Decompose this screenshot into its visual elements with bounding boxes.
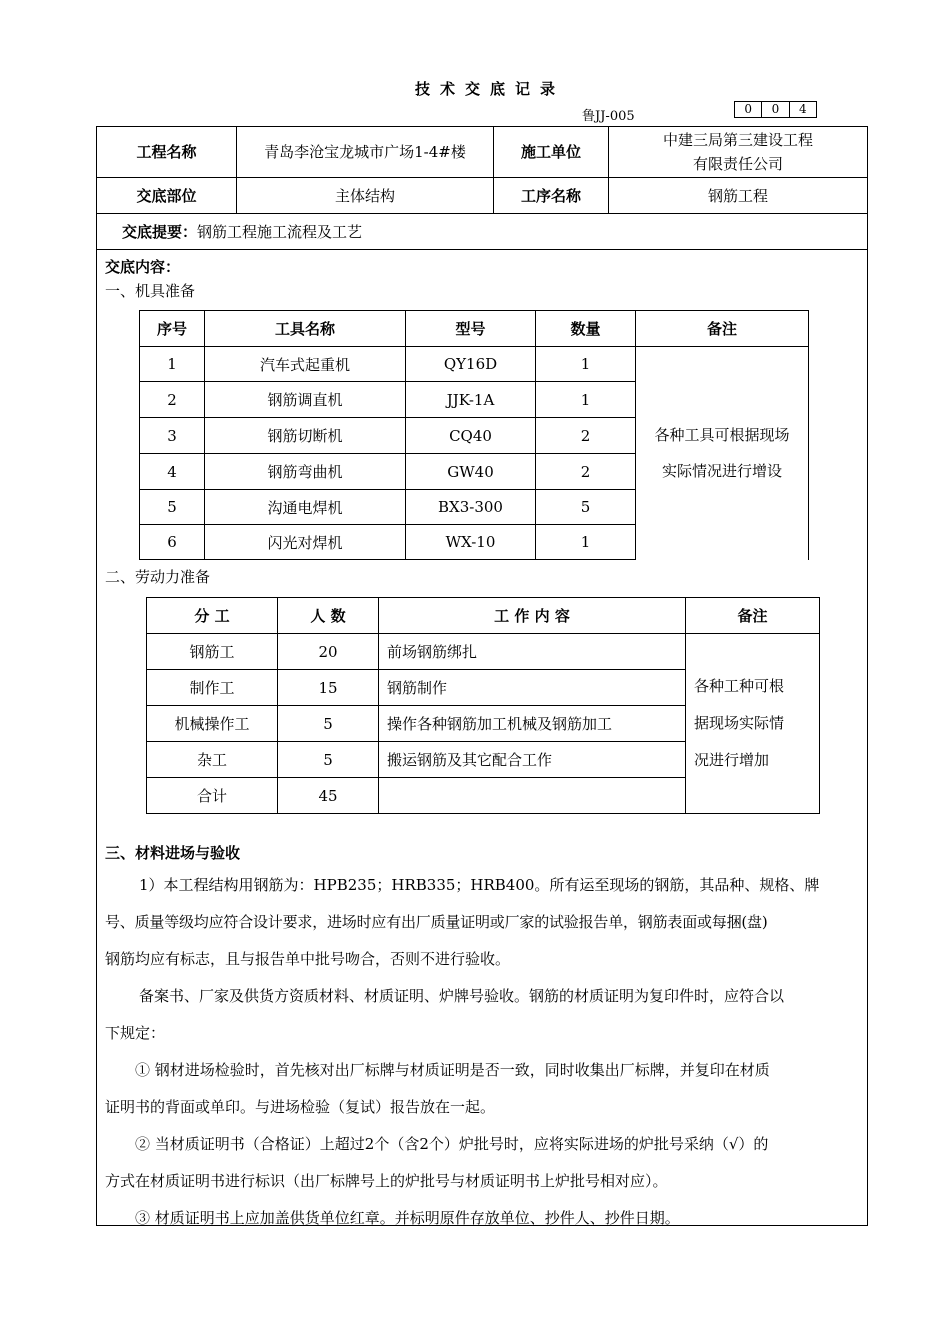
col-no: 序号	[140, 311, 205, 347]
content-label: 交底内容：	[105, 258, 181, 276]
cell-tool-name: 闪光对焊机	[205, 525, 406, 560]
contractor-line-1: 中建三局第三建设工程	[662, 131, 813, 149]
cell-no: 6	[140, 525, 205, 560]
document-number-box	[734, 101, 817, 118]
tools-remark-line-1: 各种工具可根据现场	[654, 426, 790, 445]
cell-model: CQ40	[406, 418, 536, 454]
col-model: 型号	[406, 311, 536, 347]
cell-count: 5	[278, 706, 379, 742]
cell-role: 钢筋工	[147, 634, 278, 670]
section1-heading: 一、机具准备	[105, 282, 196, 300]
tools-remark	[636, 347, 809, 560]
paragraph-line: ① 钢材进场检验时，首先核对出厂标牌与材质证明是否一致，同时收集出厂标牌，并复印在材质	[135, 1061, 770, 1079]
cell-role: 制作工	[147, 670, 278, 706]
labor-remark-line-2: 据现场实际情	[694, 714, 785, 732]
section2-heading: 二、劳动力准备	[105, 568, 211, 586]
cell-role: 杂工	[147, 742, 278, 778]
section3-body	[105, 867, 859, 1237]
section3-heading: 三、材料进场与验收	[105, 844, 241, 862]
contractor-line-2: 有限责任公司	[692, 155, 783, 173]
document-code: 鲁JJ-005	[582, 109, 635, 124]
cell-no: 2	[140, 382, 205, 418]
cell-work: 操作各种钢筋加工机械及钢筋加工	[379, 706, 686, 742]
cell-model: BX3-300	[406, 490, 536, 525]
tools-table	[139, 310, 809, 560]
col-tool-name: 工具名称	[205, 311, 406, 347]
part-value: 主体结构	[334, 186, 395, 205]
contractor-label: 施工单位	[520, 143, 581, 161]
tools-header-row	[140, 311, 809, 347]
cell-model: QY16D	[406, 347, 536, 382]
paragraph-line: 钢筋均应有标志，且与报告单中批号吻合，否则不进行验收。	[105, 950, 511, 968]
cell-work: 钢筋制作	[379, 670, 686, 706]
labor-header-row	[147, 598, 820, 634]
summary-row	[122, 214, 362, 249]
col-role: 分 工	[147, 598, 278, 634]
labor-remark	[686, 634, 820, 814]
cell-qty: 1	[536, 382, 636, 418]
cell-model: WX-10	[406, 525, 536, 560]
cell-no: 1	[140, 347, 205, 382]
paragraph-line: 号、质量等级均应符合设计要求，进场时应有出厂质量证明或厂家的试验报告单，钢筋表面或每捆(盘)	[105, 913, 768, 931]
paragraph-line: 1）本工程结构用钢筋为：HPB235；HRB335；HRB400。所有运至现场的钢筋，其品种、规格、牌	[139, 876, 820, 894]
process-label: 工序名称	[520, 186, 581, 205]
cell-tool-name: 钢筋调直机	[205, 382, 406, 418]
cell-qty: 2	[536, 454, 636, 490]
col-count: 人 数	[278, 598, 379, 634]
number-digit-1: 0	[735, 102, 762, 117]
cell-no: 5	[140, 490, 205, 525]
document-title: 技术交底记录	[414, 80, 565, 98]
cell-count: 45	[278, 778, 379, 814]
labor-remark-line-1: 各种工种可根	[694, 677, 785, 695]
col-remark: 备注	[636, 311, 809, 347]
tools-remark-line-2: 实际情况进行增设	[661, 462, 782, 481]
project-name-value: 青岛李沧宝龙城市广场1-4#楼	[264, 143, 466, 161]
cell-tool-name: 钢筋切断机	[205, 418, 406, 454]
cell-count: 15	[278, 670, 379, 706]
cell-work: 前场钢筋绑扎	[379, 634, 686, 670]
summary-text: 钢筋工程施工流程及工艺	[197, 222, 363, 241]
paragraph-line: 下规定：	[105, 1024, 166, 1042]
cell-no: 3	[140, 418, 205, 454]
number-digit-2: 0	[762, 102, 789, 117]
cell-work: 搬运钢筋及其它配合工作	[379, 742, 686, 778]
cell-work	[379, 778, 686, 814]
cell-no: 4	[140, 454, 205, 490]
col-qty: 数量	[536, 311, 636, 347]
labor-remark-line-3: 况进行增加	[694, 751, 770, 769]
process-value: 钢筋工程	[707, 186, 768, 205]
paragraph-line: ③ 材质证明书上应加盖供货单位红章。并标明原件存放单位、抄件人、抄件日期。	[135, 1209, 680, 1227]
cell-qty: 5	[536, 490, 636, 525]
cell-role: 合计	[147, 778, 278, 814]
table-row	[140, 347, 809, 382]
labor-table	[146, 597, 820, 814]
cell-count: 5	[278, 742, 379, 778]
cell-qty: 1	[536, 525, 636, 560]
cell-role: 机械操作工	[147, 706, 278, 742]
col-work: 工 作 内 容	[379, 598, 686, 634]
cell-tool-name: 沟通电焊机	[205, 490, 406, 525]
contractor-value	[609, 127, 867, 177]
paragraph-line: 方式在材质证明书进行标识（出厂标牌号上的炉批号与材质证明书上炉批号相对应）。	[105, 1172, 668, 1190]
table-row	[147, 634, 820, 670]
part-label: 交底部位	[136, 186, 197, 205]
col-labor-remark: 备注	[686, 598, 820, 634]
cell-tool-name: 汽车式起重机	[205, 347, 406, 382]
cell-qty: 1	[536, 347, 636, 382]
project-name-label: 工程名称	[136, 143, 197, 161]
paragraph-line: 证明书的背面或单印。与进场检验（复试）报告放在一起。	[105, 1098, 496, 1116]
cell-qty: 2	[536, 418, 636, 454]
number-digit-3: 4	[799, 102, 807, 116]
summary-label: 交底提要：	[122, 222, 198, 241]
paragraph-line: ② 当材质证明书（合格证）上超过2个（含2个）炉批号时，应将实际进场的炉批号采纳（√）的	[135, 1135, 769, 1153]
cell-count: 20	[278, 634, 379, 670]
paragraph-line: 备案书、厂家及供货方资质材料、材质证明、炉牌号验收。钢筋的材质证明为复印件时，应符合以	[139, 987, 785, 1005]
cell-model: JJK-1A	[406, 382, 536, 418]
cell-tool-name: 钢筋弯曲机	[205, 454, 406, 490]
cell-model: GW40	[406, 454, 536, 490]
